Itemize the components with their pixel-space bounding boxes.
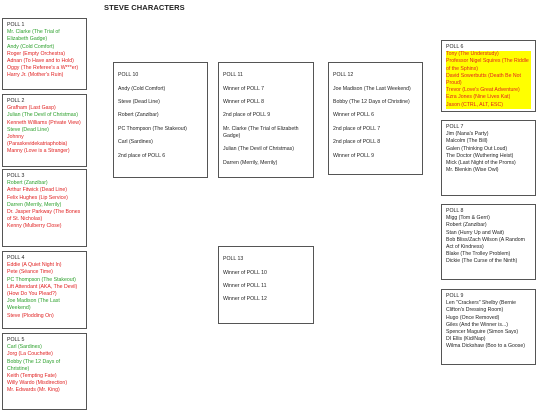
poll-entry: DI Ellis (Kid/Nap) — [446, 336, 486, 343]
poll-entry: Robert (Zanzibar) — [118, 112, 159, 119]
poll-entry: 2nd place of POLL 6 — [118, 152, 166, 159]
poll-entry: Joe Madison (The Last Weekend) — [333, 85, 411, 92]
poll-entry: Professor Nigel Squires (The Riddle of the Sphinx) — [446, 58, 531, 72]
poll-entry: Stan (Hurry Up and Wait) — [446, 229, 505, 236]
poll-entry: Spencer Maguire (Simon Says) — [446, 329, 519, 336]
poll-entry: Steve (Plodding On) — [7, 312, 54, 319]
poll-entry: Andy (Cold Comfort) — [7, 43, 55, 50]
poll-entry: Darren (Merrily, Merrily) — [223, 159, 278, 166]
poll-header: POLL 12 — [333, 72, 354, 79]
poll-header: POLL 3 — [7, 173, 25, 179]
poll-entry: Eddie (A Quiet Night In) — [7, 262, 62, 269]
poll-entry: Johnny (Paraskevidekatriaphobia) — [7, 134, 68, 148]
poll-header: POLL 5 — [7, 337, 25, 343]
poll-box-p5 — [2, 333, 87, 410]
poll-box-p3 — [2, 169, 87, 247]
poll-entry: Mick (Last Night of the Proms) — [446, 160, 516, 167]
poll-header: POLL 7 — [446, 124, 464, 130]
poll-entry: PC Thompson (The Stakeout) — [7, 276, 76, 283]
poll-box-p9 — [441, 289, 536, 365]
poll-entry: Winner of POLL 6 — [333, 112, 375, 119]
poll-entry: Ezra Jones (Nine Lives Kat) — [446, 94, 531, 101]
poll-entry: Len "Crackers" Shelby (Bernie Clifton's Dressing Room) — [446, 300, 516, 314]
poll-entry: Mr. Edwards (Mr. King) — [7, 387, 60, 394]
poll-entry: Manny (Love is a Stranger) — [7, 148, 70, 155]
poll-header: POLL 6 — [446, 44, 464, 50]
poll-entry: Willy Wardo (Misdirection) — [7, 380, 68, 387]
poll-entry: Robert (Zanzibar) — [446, 222, 487, 229]
poll-entry: Malcolm (The Bill) — [446, 138, 488, 145]
poll-entry: Robert (Zanzibar) — [7, 180, 48, 187]
poll-entry: Carl (Sardines) — [7, 344, 42, 351]
poll-entry: Adnan (To Have and to Hold) — [7, 58, 74, 65]
poll-entry: Julian (The Devil of Christmas) — [7, 112, 78, 119]
poll-header: POLL 1 — [7, 22, 25, 28]
poll-box-p12 — [328, 62, 423, 175]
poll-entry: Migg (Tom & Gerri) — [446, 215, 490, 222]
poll-header: POLL 2 — [7, 98, 25, 104]
poll-entry: 2nd place of POLL 9 — [223, 112, 271, 119]
poll-entry: Bob Bliss/Zach Wilson (A Random Act of Kindness) — [446, 236, 525, 251]
poll-box-p13 — [218, 246, 314, 324]
poll-entry: Winner of POLL 8 — [223, 98, 265, 105]
poll-entry: Winner of POLL 10 — [223, 269, 267, 276]
poll-header: POLL 9 — [446, 293, 464, 299]
poll-entry: Bobby (The 12 Days of Christine) — [7, 358, 61, 372]
poll-entry: Jorg (La Couchette) — [7, 351, 53, 358]
poll-header: POLL 11 — [223, 72, 243, 79]
poll-entry: Steve (Dead Line) — [7, 126, 49, 133]
poll-entry: Jim (Nana's Party) — [446, 131, 489, 138]
poll-entry: Pete (Séance Time) — [7, 269, 53, 276]
poll-entry: Harry Jr. (Mother's Ruin) — [7, 72, 64, 79]
poll-box-p4 — [2, 251, 87, 329]
poll-entry: Keith (Tempting Fate) — [7, 373, 57, 380]
poll-box-p10 — [113, 62, 208, 178]
poll-entry: Wilma Dickshaw (Boo to a Goose) — [446, 343, 525, 350]
poll-entry: Mr. Clarke (The Trial of Elizabeth Gadge) — [7, 29, 60, 43]
poll-entry: Arthur Fitwick (Dead Line) — [7, 187, 67, 194]
poll-entry: Trevor (Love's Great Adventure) — [446, 87, 531, 94]
poll-entry: Tony (The Understudy) — [446, 51, 531, 58]
poll-entry: Andy (Cold Comfort) — [118, 85, 166, 92]
poll-box-p7 — [441, 120, 536, 196]
poll-entry: Lift Attendant (AKA, The Devil) (How Do You Plead?) — [7, 283, 78, 298]
poll-entry: Mr. Clarke (The Trial of Elizabeth Gadge) — [223, 125, 299, 139]
poll-header: POLL 13 — [223, 256, 244, 263]
poll-entry: The Doctor (Wuthering Heist) — [446, 152, 514, 159]
poll-entry: Joe Madison (The Last Weekend) — [7, 298, 60, 312]
poll-entry: David Sowerbutts (Death Be Not Proud) — [446, 73, 531, 87]
page-title: STEVE CHARACTERS — [104, 3, 185, 12]
poll-entry: Oggy (The Referee's a W***er) — [7, 65, 79, 72]
poll-entry: Dr. Jasper Parkway (The Bones of St. Nicholas) — [7, 209, 81, 223]
poll-entry: Roger (Empty Orchestra) — [7, 50, 65, 57]
poll-entry: Bobby (The 12 Days of Christine) — [333, 98, 410, 105]
poll-header: POLL 8 — [446, 208, 464, 214]
poll-entry: 2nd place of POLL 8 — [333, 139, 381, 146]
poll-entry: Giles (And the Winner is...) — [446, 321, 508, 328]
poll-entry: Galen (Thinking Out Loud) — [446, 145, 508, 152]
poll-header: POLL 4 — [7, 255, 25, 261]
poll-entry: Steve (Dead Line) — [118, 98, 160, 105]
poll-box-p6 — [441, 40, 536, 112]
poll-box-p8 — [441, 204, 536, 280]
poll-entry: PC Thompson (The Stakeout) — [118, 125, 187, 132]
poll-header: POLL 10 — [118, 72, 139, 79]
poll-entry: Winner of POLL 11 — [223, 282, 267, 289]
poll-entry: Winner of POLL 12 — [223, 296, 267, 303]
poll-entry: Kenny (Mulberry Close) — [7, 223, 62, 230]
poll-entry: Carl (Sardines) — [118, 139, 153, 146]
poll-entry: Winner of POLL 9 — [333, 152, 375, 159]
poll-entry: Felix Hughes (Lip Service) — [7, 194, 68, 201]
poll-entry: Darren (Merrily, Merrily) — [7, 201, 62, 208]
poll-box-p1 — [2, 18, 87, 90]
poll-box-p2 — [2, 94, 87, 167]
poll-entry: Jason (CTRL, ALT, ESC) — [446, 102, 531, 109]
poll-entry: 2nd place of POLL 7 — [333, 125, 381, 132]
poll-entry: Winner of POLL 7 — [223, 85, 265, 92]
poll-entry: Mr. Blenkin (Wise Owl) — [446, 167, 499, 174]
poll-box-p11 — [218, 62, 314, 178]
poll-entry: Hugo (Once Removed) — [446, 314, 500, 321]
poll-entry: Julian (The Devil of Christmas) — [223, 146, 294, 153]
poll-entry: Dickie (The Curse of the Ninth) — [446, 258, 518, 265]
poll-entry: Kenneth Williams (Private View) — [7, 119, 81, 126]
poll-entry: Blake (The Trolley Problem) — [446, 251, 511, 258]
poll-entry: Grafham (Last Gasp) — [7, 105, 56, 112]
